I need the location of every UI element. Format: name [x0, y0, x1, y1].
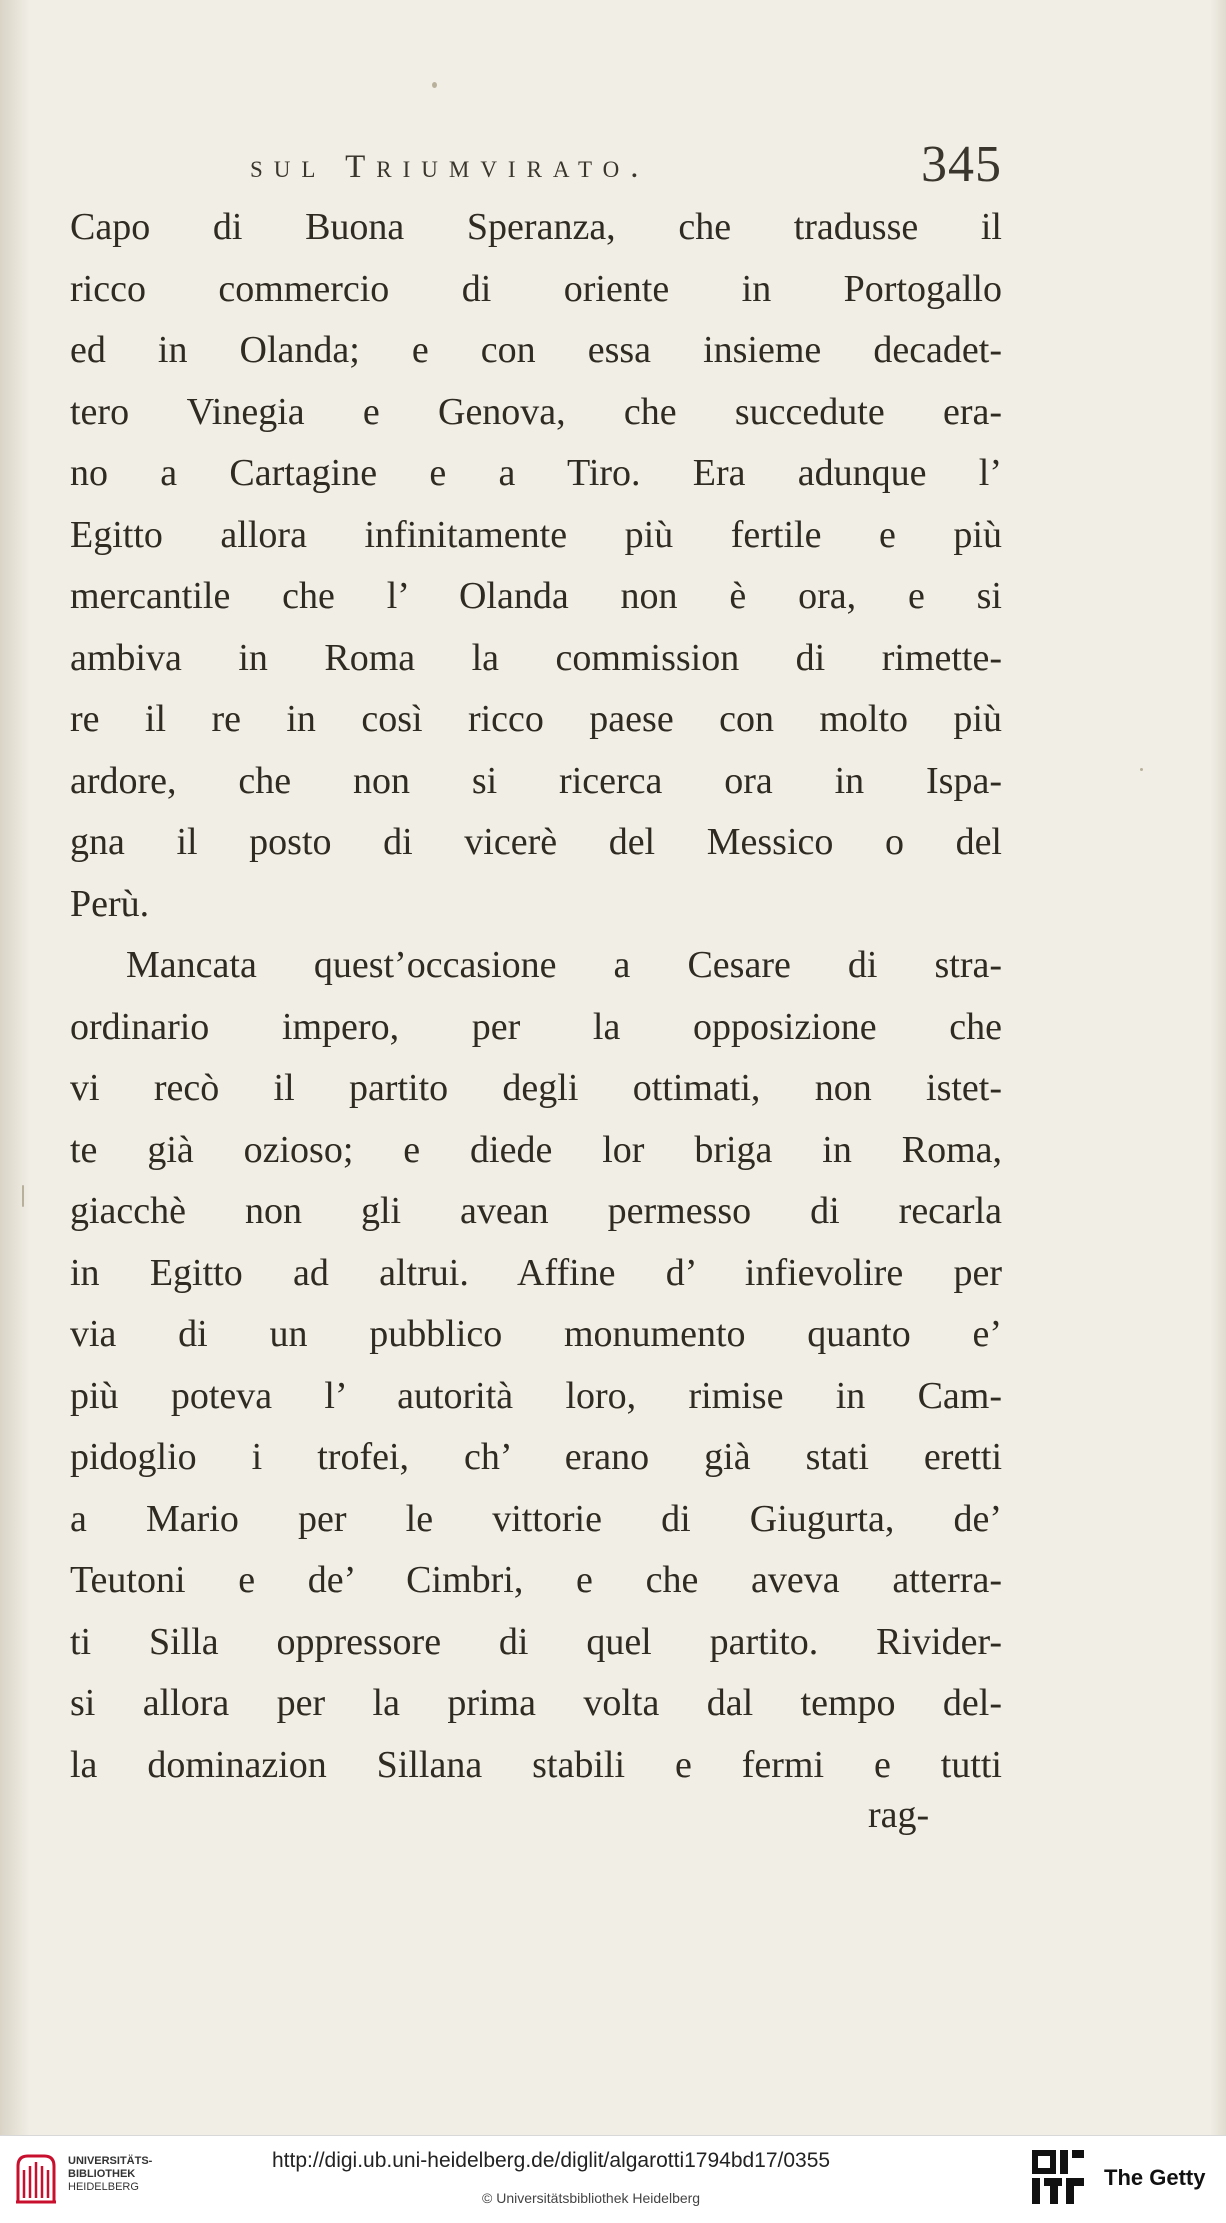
text-line: gna il posto di vicerè del Messico o del: [70, 821, 1002, 863]
getty-logo-icon: [1030, 2148, 1086, 2208]
page-number: 345: [921, 136, 1002, 193]
text-line: mercantile che l’ Olanda non è ora, e si: [70, 575, 1002, 617]
text-line: vi recò il partito degli ottimati, non istet-: [70, 1067, 1002, 1109]
text-line: re il re in così ricco paese con molto più: [70, 698, 1002, 740]
text-line: no a Cartagine e a Tiro. Era adunque l’: [70, 452, 1002, 494]
text-line: Mancata quest’occasione a Cesare di stra-: [126, 944, 1002, 986]
text-line: Capo di Buona Speranza, che tradusse il: [70, 206, 1002, 248]
text-line: te già ozioso; e diede lor briga in Roma,: [70, 1128, 1002, 1171]
library-name-line: HEIDELBERG: [68, 2181, 139, 2193]
running-head: [70, 135, 1002, 195]
permalink-url[interactable]: http://digi.ub.uni-heidelberg.de/diglit/algarotti1794bd17/0355: [272, 2149, 831, 2172]
text-line: in Egitto ad altrui. Affine d’ infievolire per: [70, 1251, 1002, 1294]
body-text: [70, 197, 1002, 1796]
text-line: a Mario per le vittorie di Giugurta, de’: [70, 1497, 1002, 1540]
viewer-footer: [0, 2135, 1226, 2223]
library-name-line: BIBLIOTHEK: [68, 2168, 136, 2180]
partner-name: The Getty: [1104, 2165, 1206, 2190]
text-line: Perù.: [70, 882, 150, 925]
text-line: la dominazion Sillana stabili e fermi e tutti: [70, 1743, 1002, 1786]
ub-heidelberg-logo-icon: [14, 2152, 58, 2206]
paper-mark: [22, 1185, 24, 1207]
text-line: via di un pubblico monumento quanto e’: [70, 1313, 1002, 1355]
text-line: ed in Olanda; e con essa insieme decadet-: [70, 329, 1002, 371]
text-line: si allora per la prima volta dal tempo del-: [70, 1682, 1002, 1724]
text-line: ordinario impero, per la opposizione che: [70, 1005, 1002, 1048]
text-line: Egitto allora infinitamente più fertile e più: [70, 513, 1002, 556]
text-line: ti Silla oppressore di quel partito. Rivider-: [70, 1620, 1002, 1663]
text-line: Teutoni e de’ Cimbri, e che aveva atterra-: [70, 1559, 1002, 1601]
text-line: ricco commercio di oriente in Portogallo: [70, 267, 1002, 310]
library-name: [68, 2155, 152, 2194]
text-line: pidoglio i trofei, ch’ erano già stati eretti: [70, 1436, 1002, 1478]
running-title: sul Triumvirato.: [250, 149, 650, 185]
paper-speck: [432, 82, 437, 88]
copyright-notice: © Universitätsbibliothek Heidelberg: [482, 2190, 701, 2206]
text-line: ardore, che non si ricerca ora in Ispa-: [70, 759, 1002, 802]
paper-speck: [1140, 768, 1143, 771]
text-line: più poteva l’ autorità loro, rimise in Cam-: [70, 1374, 1002, 1417]
text-line: giacchè non gli avean permesso di recarla: [70, 1190, 1002, 1232]
catchword: rag-: [868, 1794, 930, 1836]
library-name-line: UNIVERSITÄTS-: [68, 2155, 153, 2167]
text-line: tero Vinegia e Genova, che succedute era-: [70, 390, 1002, 433]
text-line: ambiva in Roma la commission di rimette-: [70, 636, 1002, 679]
